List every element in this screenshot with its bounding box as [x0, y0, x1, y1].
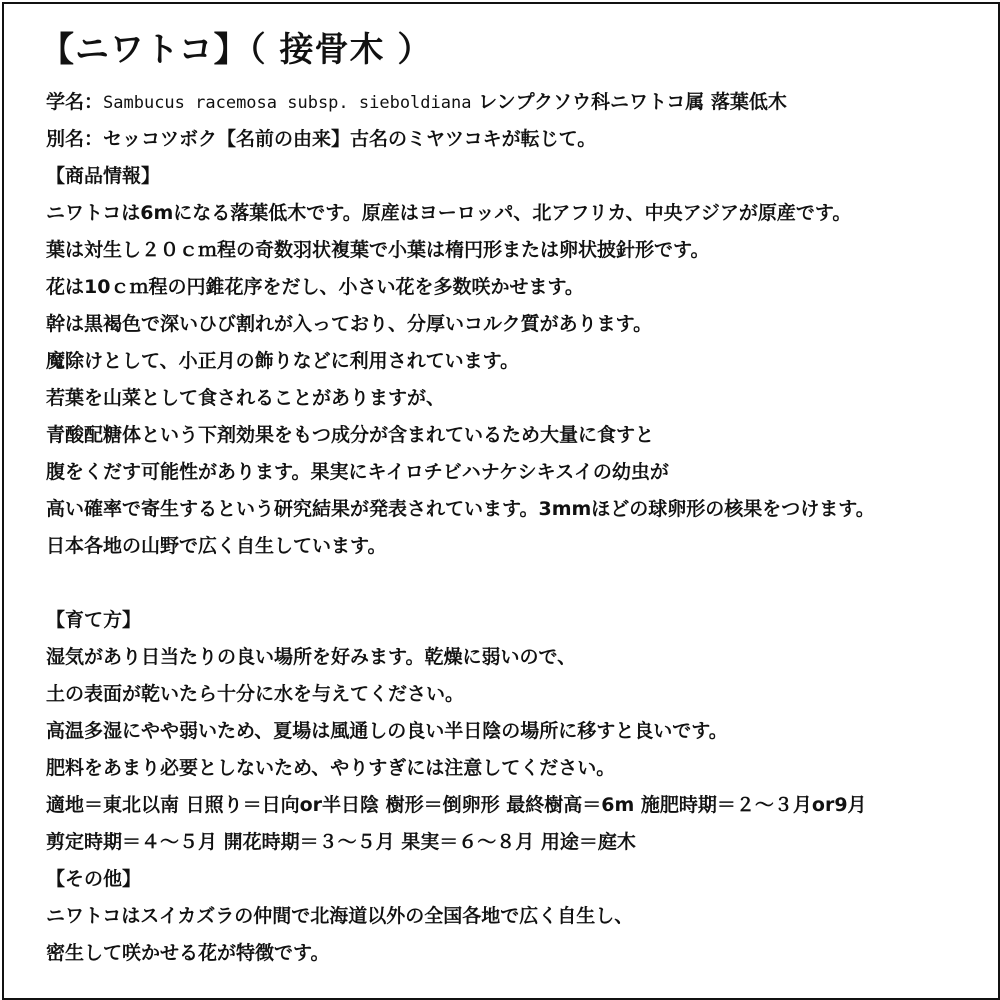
text-line: ニワトコはスイカズラの仲間で北海道以外の全国各地で広く自生し、: [46, 905, 634, 927]
blank-line: [46, 565, 976, 602]
text-line: 腹をくだす可能性があります。果実にキイロチビハナケシキスイの幼虫が: [46, 461, 669, 483]
text-line: 高い確率で寄生するという研究結果が発表されています。3mmほどの球卵形の核果をつけます。: [46, 498, 875, 520]
section-heading-product-info: 【商品情報】: [46, 165, 161, 187]
text-line: ニワトコは6mになる落葉低木です。原産はヨーロッパ、北アフリカ、中央アジアが原産です。: [46, 202, 852, 224]
text-line: 土の表面が乾いたら十分に水を与えてください。: [46, 683, 465, 705]
text-line: 肥料をあまり必要としないため、やりすぎには注意してください。: [46, 757, 616, 779]
section-heading-other: 【その他】: [46, 868, 142, 890]
text-line: 青酸配糖体という下剤効果をもつ成分が含まれているため大量に食すと: [46, 424, 655, 446]
text-line: 高温多湿にやや弱いため、夏場は風通しの良い半日陰の場所に移すと良いです。: [46, 720, 728, 742]
text-line: 魔除けとして、小正月の飾りなどに利用されています。: [46, 350, 520, 372]
text-line: 日本各地の山野で広く自生しています。: [46, 535, 387, 557]
document-body: [46, 84, 976, 972]
scientific-name-line: [46, 84, 976, 121]
growing-specs-line: 剪定時期＝４～５月 開花時期＝３～５月 果実＝６～８月 用途＝庭木: [46, 831, 636, 853]
growing-specs-line: 適地＝東北以南 日照り＝日向or半日陰 樹形＝倒卵形 最終樹高＝6m 施肥時期＝２～３月or9月: [46, 794, 867, 816]
page-title: 【ニワトコ】（ 接骨木 ）: [40, 30, 433, 70]
scientific-label: 学名：: [46, 91, 104, 113]
text-line: 若葉を山菜として食されることがありますが、: [46, 387, 446, 409]
text-line: 湿気があり日当たりの良い場所を好みます。乾燥に弱いので、: [46, 646, 577, 668]
scientific-name: Sambucus racemosa subsp. sieboldiana: [103, 93, 472, 113]
text-line: 花は10ｃｍ程の円錐花序をだし、小さい花を多数咲かせます。: [46, 276, 584, 298]
text-line: 幹は黒褐色で深いひび割れが入っており、分厚いコルク質があります。: [46, 313, 653, 335]
text-line: 葉は対生し２０ｃｍ程の奇数羽状複葉で小葉は楕円形または卵状披針形です。: [46, 239, 710, 261]
alias-line: 別名：セッコツボク【名前の由来】古名のミヤツコキが転じて。: [46, 128, 597, 150]
classification: レンプクソウ科ニワトコ属 落葉低木: [471, 91, 787, 113]
text-line: 密生して咲かせる花が特徴です。: [46, 942, 330, 964]
section-heading-care: 【育て方】: [46, 609, 142, 631]
